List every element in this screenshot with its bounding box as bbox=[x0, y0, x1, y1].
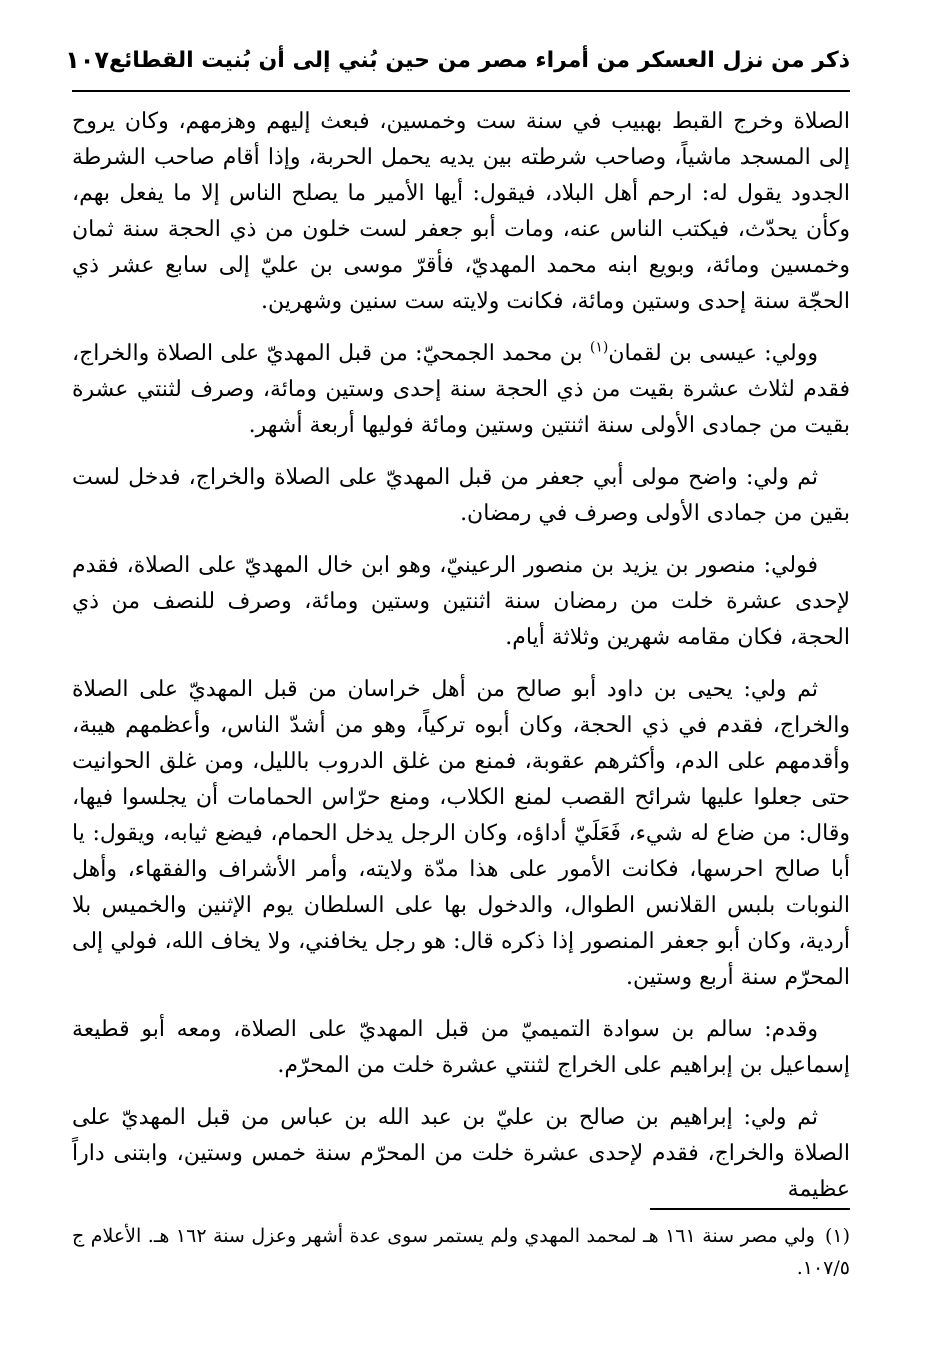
running-header-title: ذكر من نزل العسكر من أمراء مصر من حين بُني إلى أن بُنيت القطائع bbox=[109, 47, 850, 73]
paragraph-with-footnote bbox=[72, 336, 850, 444]
body-text bbox=[72, 104, 850, 1208]
paragraph: ثم ولي: يحيى بن داود أبو صالح من أهل خراسان من قبل المهديّ على الصلاة والخراج، فقدم في ذي الحجة، وكان أبوه تركياً، وهو من أشدّ الناس، وأعظمهم هيبة، وأقدمهم على الدم، وأكثرهم عقوبة، فمنع من غلق الدروب بالليل، ومن غلق الحوانيت حتى جعلوا عليها شرائح القصب لمنع الكلاب، ومنع حرّاس الحمامات أن يجلسوا فيها، وقال: من ضاع له شيء، فَعَلَيّ أداؤه، وكان الرجل يدخل الحمام، فيضع ثيابه، ويقول: يا أبا صالح احرسها، فكانت الأمور على هذا مدّة ولايته، وأمر الأشراف والفقهاء، وأهل النوبات بلبس القلانس الطوال، والدخول بها على السلطان يوم الإثنين والخميس بلا أردية، وكان أبو جعفر المنصور إذا ذكره قال: هو رجل يخافني، ولا يخاف الله، فولي إلى المحرّم سنة أربع وستين. bbox=[72, 677, 850, 990]
paragraph-text: وولي: عيسى بن لقمان bbox=[608, 341, 818, 366]
paragraph: فولي: منصور بن يزيد بن منصور الرعينيّ، وهو ابن خال المهديّ على الصلاة، فقدم لإحدى عشرة خلت من رمضان سنة اثنتين وستين ومائة، وصرف للنصف من ذي الحجة، فكان مقامه شهرين وثلاثة أيام. bbox=[72, 553, 850, 650]
paragraph: ثم ولي: إبراهيم بن صالح بن عليّ بن عبد الله بن عباس من قبل المهديّ على الصلاة والخراج، فقدم لإحدى عشرة خلت من المحرّم سنة خمس وستين، وابتنى داراً عظيمة bbox=[72, 1105, 850, 1202]
paragraph: وقدم: سالم بن سوادة التميميّ من قبل المهديّ على الصلاة، ومعه أبو قطيعة إسماعيل بن إبراهيم على الخراج لثنتي عشرة خلت من المحرّم. bbox=[72, 1017, 850, 1078]
footnote bbox=[72, 1220, 850, 1284]
page-number: ١٠٧ bbox=[65, 46, 110, 74]
paragraph: الصلاة وخرج القبط بهبيب في سنة ست وخمسين، فبعث إليهم وهزمهم، وكان يروح إلى المسجد ماشياً، وصاحب شرطته بين يديه يحمل الحربة، وإذا أقام صاحب الشرطة الجدود يقول له: ارحم أهل البلاد، فيقول: أيها الأمير ما يصلح الناس إلا ما يفعل بهم، وكأن يحدّث، فيكتب الناس عنه، ومات أبو جعفر لست خلون من ذي الحجة سنة ثمان وخمسين ومائة، وبويع ابنه محمد المهديّ، فأقرّ موسى بن عليّ إلى سابع عشر ذي الحجّة سنة إحدى وستين ومائة، فكانت ولايته ست سنين وشهرين. bbox=[72, 109, 850, 314]
paragraph: ثم ولي: واضح مولى أبي جعفر من قبل المهديّ على الصلاة والخراج، فدخل لست بقين من جمادى الأولى وصرف في رمضان. bbox=[72, 465, 850, 526]
paragraph-text: بن محمد الجمحيّ: من قبل المهديّ على الصلاة والخراج، فقدم لثلاث عشرة بقيت من ذي الحجة سنة إحدى وستين ومائة، وصرف لثنتي عشرة بقيت من جمادى الأولى سنة اثنتين وستين ومائة فوليها أربعة أشهر. bbox=[72, 341, 850, 438]
running-header bbox=[65, 30, 850, 92]
footnote-reference[interactable]: (١) bbox=[589, 339, 609, 356]
footnote-marker: (١) bbox=[824, 1225, 851, 1247]
book-page bbox=[65, 30, 851, 1347]
footnote-divider bbox=[650, 1208, 850, 1210]
footnote-text: ولي مصر سنة ١٦١ هـ لمحمد المهدي ولم يستمر سوى عدة أشهر وعزل سنة ١٦٢ هـ. الأعلام ج ١٠٧/٥. bbox=[72, 1225, 850, 1279]
